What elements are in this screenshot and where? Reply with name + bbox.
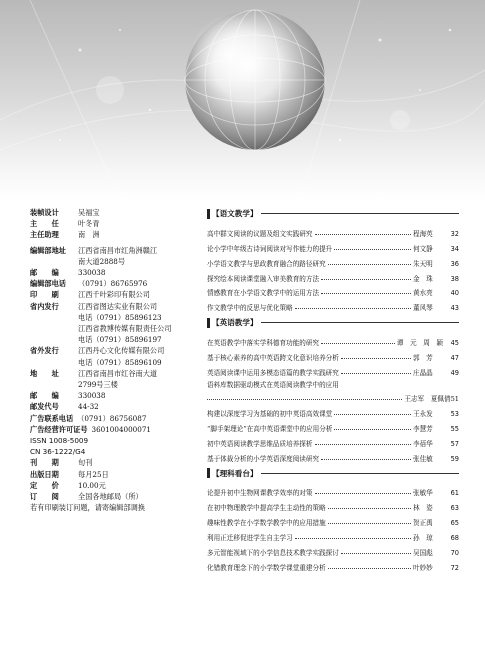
masthead-value: 全国各地邮局（所） xyxy=(78,492,143,502)
masthead-row xyxy=(30,207,200,218)
toc-entry-page: 61 xyxy=(450,489,459,498)
toc-entry xyxy=(207,403,459,418)
toc-entry-title: 初中英语阅读教学思维品质培养探析 xyxy=(207,439,313,448)
toc-entry-page: 32 xyxy=(450,229,459,238)
masthead-value: 3601004000071 xyxy=(91,424,151,434)
masthead-label: 省内发行 xyxy=(30,301,59,311)
toc-entry-title: 多元智能视域下的小学信息技术教学实践探讨 xyxy=(207,549,339,558)
masthead-label: 编辑部电话 xyxy=(30,279,66,289)
masthead-row xyxy=(30,435,200,446)
masthead-row xyxy=(30,368,200,379)
toc-entry-title: 小学语文教学与思政教育融合的路径研究 xyxy=(207,259,326,268)
masthead-value: 电话（0791）85896109 xyxy=(78,357,162,367)
masthead-row xyxy=(30,323,200,334)
masthead-row xyxy=(30,469,200,480)
toc-entry-author: 庄晶晶 xyxy=(413,369,433,378)
toc-entry-page: 38 xyxy=(450,274,459,283)
masthead-label: 邮发代号 xyxy=(30,402,59,412)
toc-entry-page: 36 xyxy=(450,259,459,268)
toc-entry-title: 论提升初中生物网课教学效率的对策 xyxy=(207,489,313,498)
section-rule xyxy=(261,322,459,323)
masthead-row xyxy=(30,245,200,256)
masthead-value: （0791）86756087 xyxy=(77,413,147,423)
masthead-value: 江西省教博传媒有限责任公司 xyxy=(78,324,172,334)
toc-entry-title: 化错教育理念下的小学数学课堂重建分析 xyxy=(207,563,326,572)
masthead-row xyxy=(30,480,200,491)
toc-entry-author: 吴国彪 xyxy=(413,549,433,558)
toc-entry-title: 趣味性教学在小学数学教学中的应用措施 xyxy=(207,519,326,528)
masthead-value: 44-32 xyxy=(78,402,99,412)
masthead-label: 省外发行 xyxy=(30,346,59,356)
toc-entry xyxy=(207,283,459,298)
masthead-value: 330038 xyxy=(78,391,106,401)
masthead-code: ISSN 1008-5009 xyxy=(30,436,89,446)
masthead-value: 旬刊 xyxy=(78,458,93,468)
toc-entry-title: 在初中物理教学中提高学生主动性的策略 xyxy=(207,504,326,513)
toc-entry xyxy=(207,542,459,557)
toc-entry-author: 黄水亮 xyxy=(413,289,433,298)
toc-entry xyxy=(207,347,459,362)
masthead-value: 江西省图达实业有限公司 xyxy=(78,301,158,311)
toc-entry-title: 基于体裁分析的小学英语深度阅读研究 xyxy=(207,454,320,463)
toc-entry xyxy=(207,497,459,512)
toc-section-header xyxy=(207,207,459,220)
toc-entry-page: 55 xyxy=(450,424,459,433)
toc-entry xyxy=(207,418,459,433)
toc-entry-page: 72 xyxy=(450,563,459,572)
masthead-row xyxy=(30,267,200,278)
toc-entry-author: 何文静 xyxy=(413,244,433,253)
toc-entry-title: 英语阅读课中运用多模态语篇的教学实践研究 xyxy=(207,369,339,378)
tech-sphere-illustration xyxy=(0,0,485,200)
toc-entry-page: 59 xyxy=(450,454,459,463)
toc-entry-title: 高中群文阅读的议题及组文实践研究 xyxy=(207,229,313,238)
masthead-value: 江西省南昌市红谷南大道 xyxy=(78,368,158,378)
toc-entry-title: “脚手架理论”在高中英语课堂中的应用分析 xyxy=(207,424,333,433)
toc-entry-author: 张敏华 xyxy=(413,489,433,498)
dot-leader xyxy=(328,508,411,509)
toc-entry-author: 谭 元 周 颖 xyxy=(396,339,443,348)
toc-section-header xyxy=(207,467,459,480)
dot-leader xyxy=(321,279,411,280)
masthead-row xyxy=(30,301,200,312)
toc-entry-author: 朱天明 xyxy=(413,259,433,268)
toc-entry xyxy=(207,512,459,527)
toc-entry-author: 孙 琼 xyxy=(413,534,433,543)
section-rule xyxy=(261,473,459,474)
toc-entry-page: 65 xyxy=(450,519,459,528)
masthead-label: 编辑部地址 xyxy=(30,245,66,255)
toc-entry-author: 王志军 夏佩倩 xyxy=(404,395,451,404)
masthead-row xyxy=(30,491,200,502)
section-rule xyxy=(261,213,459,214)
masthead-value: 电话（0791）85896197 xyxy=(78,335,162,345)
masthead-row xyxy=(30,390,200,401)
toc-entry-author: 董风琴 xyxy=(413,304,433,313)
masthead-label xyxy=(30,312,78,323)
toc-entry-title-line xyxy=(207,377,459,389)
masthead-label: 刊 期 xyxy=(30,458,59,468)
dot-leader xyxy=(334,429,411,430)
masthead-row xyxy=(30,218,200,229)
toc-entry-title: 语料库数据驱动模式在英语阅读教学中的应用 xyxy=(207,381,339,390)
masthead-value: 江西省南昌市红角洲赣江 xyxy=(78,245,158,255)
masthead-row xyxy=(30,312,200,323)
dot-leader xyxy=(321,459,411,460)
masthead-label xyxy=(30,256,78,267)
dot-leader xyxy=(321,293,411,294)
masthead-value: （0791）86765976 xyxy=(78,279,148,289)
masthead-value: 江西丹心文化传媒有限公司 xyxy=(78,346,165,356)
masthead-label: 广告联系电话 xyxy=(30,413,74,423)
masthead-row xyxy=(30,334,200,345)
section-title: 【语文教学】 xyxy=(212,209,258,218)
masthead-label xyxy=(30,323,78,334)
toc-entry xyxy=(207,433,459,448)
masthead-value: 江西千叶彩印有限公司 xyxy=(78,290,150,300)
masthead-value: 330038 xyxy=(78,268,106,278)
dot-leader xyxy=(341,553,411,554)
dot-leader xyxy=(341,358,411,359)
masthead-row xyxy=(30,256,200,267)
dot-leader xyxy=(315,444,412,445)
masthead-row xyxy=(30,446,200,457)
masthead-row xyxy=(30,345,200,356)
dot-leader xyxy=(321,343,395,344)
toc-entry xyxy=(207,557,459,572)
toc-entry-page: 47 xyxy=(450,354,459,363)
toc-entry xyxy=(207,448,459,463)
dot-leader xyxy=(328,264,411,265)
section-marker xyxy=(207,468,210,478)
masthead-row xyxy=(30,357,200,368)
toc-entry-title: 论小学中年级古诗词阅读对写作能力的提升 xyxy=(207,244,333,253)
dot-leader xyxy=(315,493,412,494)
toc-entry xyxy=(207,223,459,238)
masthead-row xyxy=(30,278,200,289)
masthead-row xyxy=(30,229,200,240)
masthead-label: 邮 编 xyxy=(30,391,59,401)
dot-leader xyxy=(328,523,411,524)
toc-entry-author: 程海英 xyxy=(413,229,433,238)
section-marker xyxy=(207,209,210,219)
section-title: 【理科看台】 xyxy=(212,468,258,478)
toc-entry xyxy=(207,362,459,377)
masthead-row xyxy=(30,379,200,390)
masthead-label xyxy=(30,334,78,345)
toc-entry-title: 利用正迁移促进学生自主学习 xyxy=(207,534,293,543)
masthead-value: 2799号三楼 xyxy=(78,380,118,390)
toc-entry-page: 63 xyxy=(450,504,459,513)
toc-entry xyxy=(207,332,459,347)
toc-entry-author: 叶妙妙 xyxy=(413,563,433,572)
toc-entry-page: 57 xyxy=(450,439,459,448)
toc-entry-title: 作文教学中的反思与优化策略 xyxy=(207,304,293,313)
toc-entry xyxy=(207,483,459,498)
toc-entry-page: 45 xyxy=(450,339,459,348)
table-of-contents xyxy=(207,203,459,572)
masthead-value: 叶冬青 xyxy=(78,219,100,229)
masthead-label: 订 阅 xyxy=(30,492,59,502)
toc-entry-title: 构建以深度学习为基础的初中英语高效课堂 xyxy=(207,409,333,418)
dot-leader xyxy=(334,249,411,250)
masthead-label: 地 址 xyxy=(30,368,59,378)
toc-entry-page: 43 xyxy=(450,304,459,313)
toc-entry xyxy=(207,238,459,253)
cover-graphic xyxy=(0,0,485,200)
toc-entry-page: 53 xyxy=(450,409,459,418)
toc-entry-page: 51 xyxy=(450,395,459,404)
section-marker xyxy=(207,318,210,328)
toc-entry xyxy=(207,527,459,542)
toc-entry-title: 基于核心素养的高中英语跨文化意识培养分析 xyxy=(207,354,339,363)
toc-entry-page: 68 xyxy=(450,534,459,543)
toc-entry-author: 李蓓华 xyxy=(413,439,433,448)
toc-entry-title: 探究绘本阅读课堂融入审美教育的方法 xyxy=(207,274,320,283)
masthead-label xyxy=(30,357,78,368)
dot-leader xyxy=(328,568,411,569)
dot-leader xyxy=(207,399,402,400)
toc-entry-page: 40 xyxy=(450,289,459,298)
masthead-note: 若有印刷装订问题，请寄编辑部调换 xyxy=(30,503,146,513)
toc-entry-author: 张佳敏 xyxy=(413,454,433,463)
masthead-code: CN 36-1222/G4 xyxy=(30,447,86,457)
masthead-value: 南 洲 xyxy=(78,230,100,240)
toc-entry-page: 34 xyxy=(450,244,459,253)
masthead-label: 定 价 xyxy=(30,480,59,490)
masthead-row xyxy=(30,457,200,468)
toc-section-header xyxy=(207,316,459,329)
dot-leader xyxy=(315,234,412,235)
masthead-value: 10.00元 xyxy=(78,480,106,490)
masthead-info xyxy=(30,207,200,513)
toc-entry-author: 林 姿 xyxy=(413,504,433,513)
dot-leader xyxy=(334,414,411,415)
dot-leader xyxy=(341,373,411,374)
masthead-label: 主任助理 xyxy=(30,230,59,240)
masthead-row xyxy=(30,424,200,435)
toc-entry-author: 郭 芳 xyxy=(413,354,433,363)
dot-leader xyxy=(295,308,411,309)
masthead-row xyxy=(30,502,200,513)
section-title: 【英语教学】 xyxy=(212,318,258,328)
toc-entry xyxy=(207,253,459,268)
toc-entry xyxy=(207,389,459,403)
toc-entry-title: 情感教育在小学语文教学中的运用方法 xyxy=(207,289,320,298)
masthead-label: 主 任 xyxy=(30,219,59,229)
masthead-label: 邮 编 xyxy=(30,268,59,278)
masthead-label: 出版日期 xyxy=(30,469,59,479)
masthead-value: 吴福宝 xyxy=(78,208,100,217)
toc-entry xyxy=(207,297,459,312)
masthead-label: 装帧设计 xyxy=(30,208,59,217)
masthead-label: 印 刷 xyxy=(30,290,59,300)
masthead-value: 电话（0791）85896123 xyxy=(78,312,162,322)
toc-entry-author: 王永发 xyxy=(413,409,433,418)
dot-leader xyxy=(295,538,411,539)
toc-entry-author: 金 珠 xyxy=(413,274,433,283)
masthead-row xyxy=(30,413,200,424)
masthead-label xyxy=(30,379,78,390)
masthead-label: 广告经营许可证号 xyxy=(30,424,88,434)
toc-entry xyxy=(207,268,459,283)
masthead-row xyxy=(30,289,200,300)
masthead-value: 每月25日 xyxy=(78,469,109,479)
toc-entry-author: 李慧芳 xyxy=(413,424,433,433)
masthead-row xyxy=(30,401,200,412)
toc-entry-title: 在英语教学中落实学科德育功能的研究 xyxy=(207,339,320,348)
toc-entry-page: 49 xyxy=(450,369,459,378)
toc-entry-author: 贺正禹 xyxy=(413,519,433,528)
masthead-value: 南大道2888号 xyxy=(78,256,126,266)
toc-entry-page: 70 xyxy=(450,549,459,558)
